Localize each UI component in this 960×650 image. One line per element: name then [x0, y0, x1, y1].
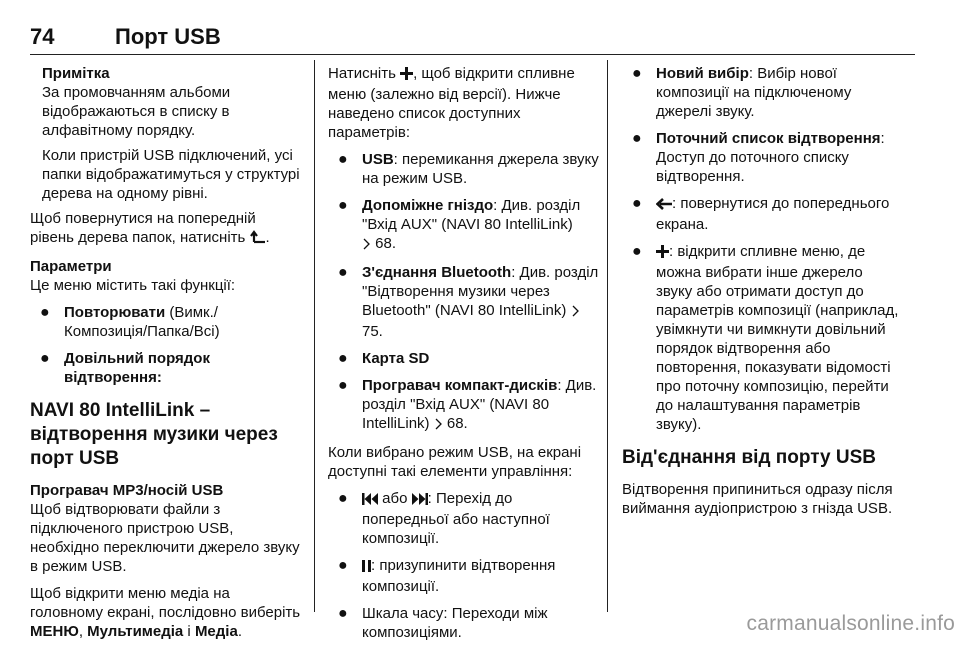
menu-word: МЕНЮ [30, 623, 79, 640]
params-title: Параметри [30, 258, 112, 275]
bullet-text: : Див. розділ "Відтворення музики через Bluetooth" (NAVI 80 IntelliLink) [362, 264, 599, 319]
text: і [183, 623, 195, 640]
column-1 [30, 64, 302, 649]
list-item: ● Карта SD [338, 350, 430, 367]
text: Щоб відкрити меню медіа на головному екрані, послідовно виберіть [30, 585, 301, 621]
popup-options-list [328, 150, 600, 435]
column-divider [607, 60, 608, 612]
plus-icon [400, 66, 413, 85]
controls-list [328, 489, 600, 642]
list-item: ● Довільний порядок відтворення: [40, 350, 210, 386]
bullet-text: : відкрити спливне меню, де можна вибрати інше джерело звуку або отримати доступ до параметрів композиції (наприклад, увімкнути чи вимкнути довільний порядок відтворення або повторення, показувати відомості про поточну композицію, перейти до налаштування параметрів звуку). [656, 243, 899, 433]
next-track-icon [412, 491, 428, 510]
bullet-text: (Вимк./ Композиція/Папка/Всі) [64, 304, 220, 340]
disconnect-heading: Від'єднання від порту USB [622, 447, 876, 468]
watermark: carmanualsonline.info [746, 612, 955, 635]
note-paragraph: Коли пристрій USB підключений, усі папки відображатимуться у структурі дерева на одному рівні. [42, 147, 300, 202]
section-title: Порт USB [115, 24, 221, 49]
list-item: ● : повернутися до попереднього екрана. [632, 195, 890, 233]
bullet-bold: Допоміжне гніздо [362, 197, 494, 214]
bullet-text: : Див. розділ "Вхід AUX" (NAVI 80 IntelliLink) [362, 197, 581, 233]
list-item: ● З'єднання Bluetooth: Див. розділ "Відтворення музики через Bluetooth" (NAVI 80 IntelliLink) 75. [338, 264, 599, 340]
pause-icon [362, 558, 371, 577]
params-list [30, 303, 302, 387]
page-ref: 68. [375, 235, 397, 252]
column-divider [314, 60, 315, 612]
bullet-bold: Довільний порядок відтворення: [64, 350, 210, 386]
list-item: ● або : Перехід до попередньої або наступної композиції. [338, 490, 550, 547]
bullet-text: : Перехід до попередньої або наступної композиції. [362, 490, 550, 547]
bullet-text: : Доступ до поточного списку відтворення. [656, 130, 885, 185]
usb-mode-intro: Коли вибрано режим USB, на екрані доступні такі елементи управління: [328, 444, 582, 480]
text: або [382, 490, 408, 507]
bullet-bold: USB [362, 151, 394, 168]
bullet-text: : перемикання джерела звуку на режим USB. [362, 151, 599, 187]
bullet-text: Шкала часу: Переходи між композиціями. [362, 605, 548, 641]
player-title: Програвач MP3/носій USB [30, 482, 224, 499]
column-3 [622, 64, 900, 526]
bullet-bold: Повторювати [64, 304, 166, 321]
bullet-text: : повернутися до попереднього екрана. [656, 195, 890, 233]
media-word: Медіа [194, 623, 238, 640]
player-paragraph: Щоб відтворювати файли з підключеного пристрою USB, необхідно переключити джерело звуку в режим USB. [30, 501, 300, 575]
back-instruction [30, 209, 302, 249]
list-item: ● Поточний список відтворення: Доступ до поточного списку відтворення. [632, 130, 885, 185]
bullet-bold: Новий вибір [656, 65, 749, 82]
page-ref-icon [362, 236, 371, 255]
back-arrow-icon [656, 196, 672, 215]
multimedia-word: Мультимедіа [87, 623, 184, 640]
bullet-text: : Вибір нової композиції на підключеному джерелі звуку. [656, 65, 852, 120]
disconnect-paragraph: Відтворення припиниться одразу після виймання аудіопристрою з гнізда USB. [622, 481, 893, 517]
page-ref: 75. [362, 323, 383, 340]
bullet-bold: Програвач компакт-дисків [362, 377, 558, 394]
bullet-bold: З'єднання Bluetooth [362, 264, 512, 281]
note-box [42, 64, 302, 203]
page-number: 74 [30, 24, 55, 49]
list-item: ● Програвач компакт-дисків: Див. розділ "Вхід AUX" (NAVI 80 IntelliLink) 68. [328, 376, 600, 435]
page-ref-icon [434, 416, 443, 435]
popup-intro [328, 64, 600, 142]
list-item: ● Допоміжне гніздо: Див. розділ "Вхід AUX" (NAVI 80 IntelliLink) 68. [328, 196, 600, 255]
list-item: ● Новий вибір: Вибір нової композиції на підключеному джерелі звуку. [632, 65, 852, 120]
text: Натисніть [328, 65, 396, 82]
folder-up-icon [250, 230, 266, 249]
screen-options-list [622, 64, 900, 434]
page-ref: 68. [446, 415, 468, 432]
page-ref-icon [571, 303, 580, 322]
plus-icon [656, 244, 669, 263]
section-heading: NAVI 80 IntelliLink – відтворення музики через порт USB [30, 400, 278, 469]
params-intro: Це меню містить такі функції: [30, 277, 236, 294]
bullet-text: : призупинити відтворення композиції. [362, 557, 556, 595]
page-header [30, 24, 915, 55]
list-item: ● : відкрити спливне меню, де можна вибрати інше джерело звуку або отримати доступ до параметрів композиції (наприклад, увімкнути чи вимкнути довільний порядок відтворення або повторення, показувати відомості про поточну композицію, перейти до налаштування параметрів звуку). [632, 243, 899, 433]
prev-track-icon [362, 491, 378, 510]
list-item: ● : призупинити відтворення композиції. [338, 557, 556, 595]
text: , щоб відкрити спливне меню (залежно від версії). Нижче наведено список доступних параметрів: [328, 65, 575, 141]
list-item: ● USB: перемикання джерела звуку на режим USB. [338, 151, 599, 187]
punctuation: , [78, 623, 88, 640]
bullet-bold: Поточний список відтворення [656, 130, 881, 147]
punctuation: . [237, 623, 242, 640]
column-2 [328, 64, 600, 650]
note-title: Примітка [42, 65, 110, 82]
list-item: ● Повторювати (Вимк./ Композиція/Папка/Всі) [40, 304, 220, 340]
bullet-text: : Див. розділ "Вхід AUX" (NAVI 80 IntelliLink) [362, 377, 597, 432]
list-item: ● Шкала часу: Переходи між композиціями. [338, 605, 548, 641]
bullet-bold: Карта SD [362, 350, 430, 367]
player-paragraph [30, 584, 302, 641]
back-instruction-text: Щоб повернутися на попередній рівень дерева папок, натисніть [30, 210, 256, 246]
punctuation: . [265, 229, 270, 246]
note-paragraph: За промовчанням альбоми відображаються в списку в алфавітному порядку. [42, 84, 231, 139]
